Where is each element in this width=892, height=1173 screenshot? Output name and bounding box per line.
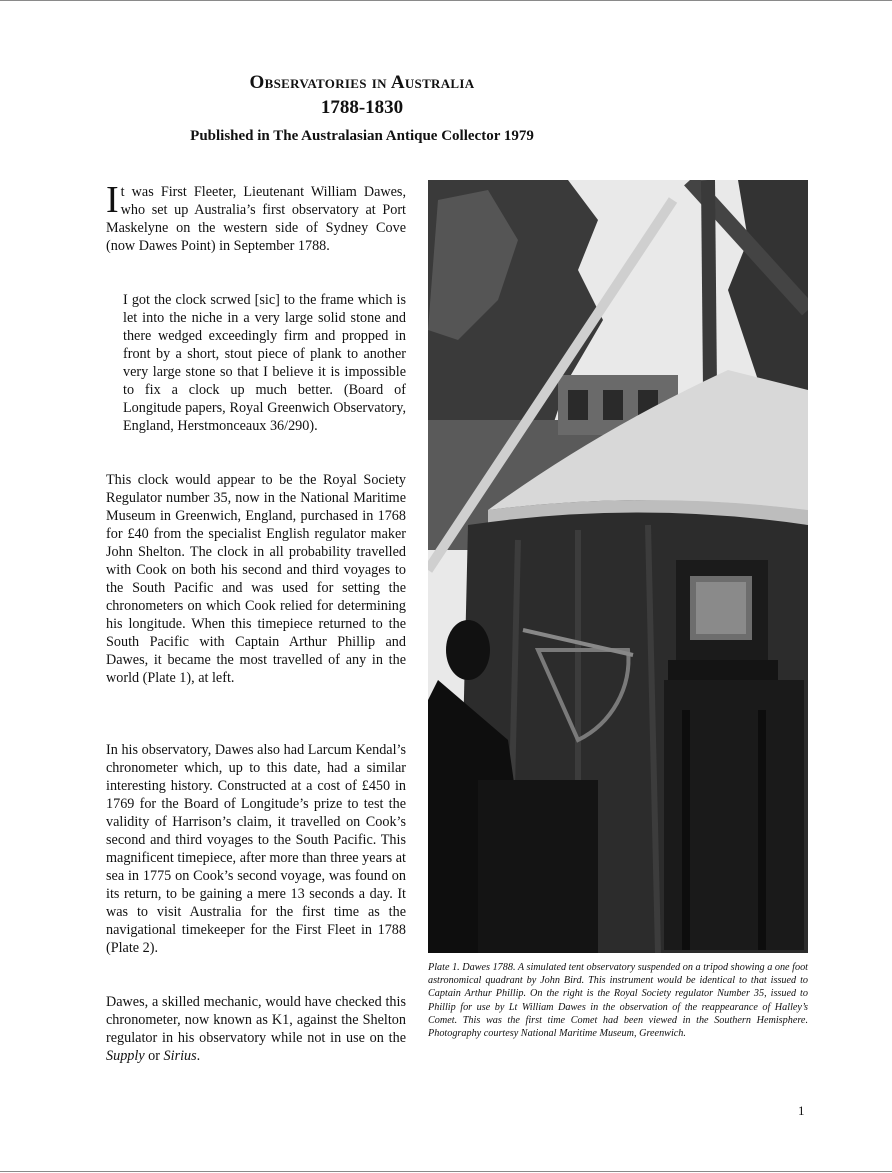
- publication-note: Published in The Australasian Antique Collector 1979: [190, 128, 534, 144]
- page-number: 1: [798, 1103, 805, 1118]
- block-quote: [123, 291, 406, 435]
- page-years: 1788-1830: [320, 97, 404, 118]
- paragraph-mechanic: [106, 993, 406, 1065]
- plate-1-caption: Plate 1. Dawes 1788. A simulated tent observatory suspended on a tripod showing a one foot astronomical quadrant by John Bird. This instrument would be identical to that issued to Captain Arthur Phillip. On the right is the Royal Society regulator Number 35, issued to Phillip for use by Lt William Dawes in the observation of the reappearance of Halley’s Comet. This was the first time Comet had been viewed in the Southern Hemisphere. Photography courtesy National Maritime Museum, Greenwich.: [428, 962, 808, 1040]
- plate-1-photograph: [428, 180, 808, 953]
- paragraph-chronometer-text: In his observatory, Dawes also had Larcum Kendal’s chronometer which, up to this date, had a similar interesting history. Constructed at a cost of £450 in 1769 for the Board of Longitude’s prize to test the validity of Harrison’s claim, it travelled on Cook’s second and third voyages to the South Pacific. This magnificent timepiece, after more than three years at sea in 1775 on Cook’s second voyage, was found on its return, to be gaining a mere 13 seconds a day. It was to visit Australia for the first time as the navigational timekeeper for the First Fleet in 1788 (Plate 2).: [106, 742, 406, 956]
- paragraph-chronometer: [106, 741, 406, 957]
- page-top-border: [0, 0, 892, 1]
- page-title: Observatories in Australia: [249, 72, 475, 93]
- paragraph-mechanic-or: or: [144, 1048, 164, 1064]
- ship-name-supply: Supply: [106, 1048, 145, 1064]
- paragraph-regulator: [106, 471, 406, 687]
- paragraph-intro-text: t was First Fleeter, Lieutenant William Dawes, who set up Australia’s first observatory at Port Maskelyne on the western side of Sydney Cove (now Dawes Point) in September 1788.: [106, 184, 406, 254]
- ship-name-sirius: Sirius: [163, 1048, 197, 1064]
- paragraph-mechanic-text: Dawes, a skilled mechanic, would have checked this chronometer, now known as K1, against the Shelton regulator in his observatory while not in use on the: [106, 994, 406, 1046]
- paragraph-mechanic-end: .: [196, 1048, 201, 1064]
- paragraph-intro: [106, 179, 406, 255]
- page-bottom-border: [0, 1171, 892, 1172]
- block-quote-text: I got the clock scrwed [sic] to the frame which is let into the niche in a very large solid stone and there wedged exceedingly firm and propped in front by a short, stout piece of plank to another very large stone so that I believe it is impossible to fix a clock up much better. (Board of Longitude papers, Royal Greenwich Observatory, England, Herstmonceaux 36/290).: [123, 292, 406, 434]
- paragraph-regulator-text: This clock would appear to be the Royal Society Regulator number 35, now in the National Maritime Museum in Greenwich, England, purchased in 1768 for £40 from the specialist English regulator maker John Shelton. The clock in all probability travelled with Cook on both his second and third voyages to the South Pacific and was used for setting the chronometers on which Cook relied for determining his longitude. When this timepiece returned to the South Pacific with Captain Arthur Phillip and Dawes, it became the most travelled of any in the world (Plate 1), at left.: [106, 472, 406, 686]
- drop-cap: I: [106, 179, 119, 221]
